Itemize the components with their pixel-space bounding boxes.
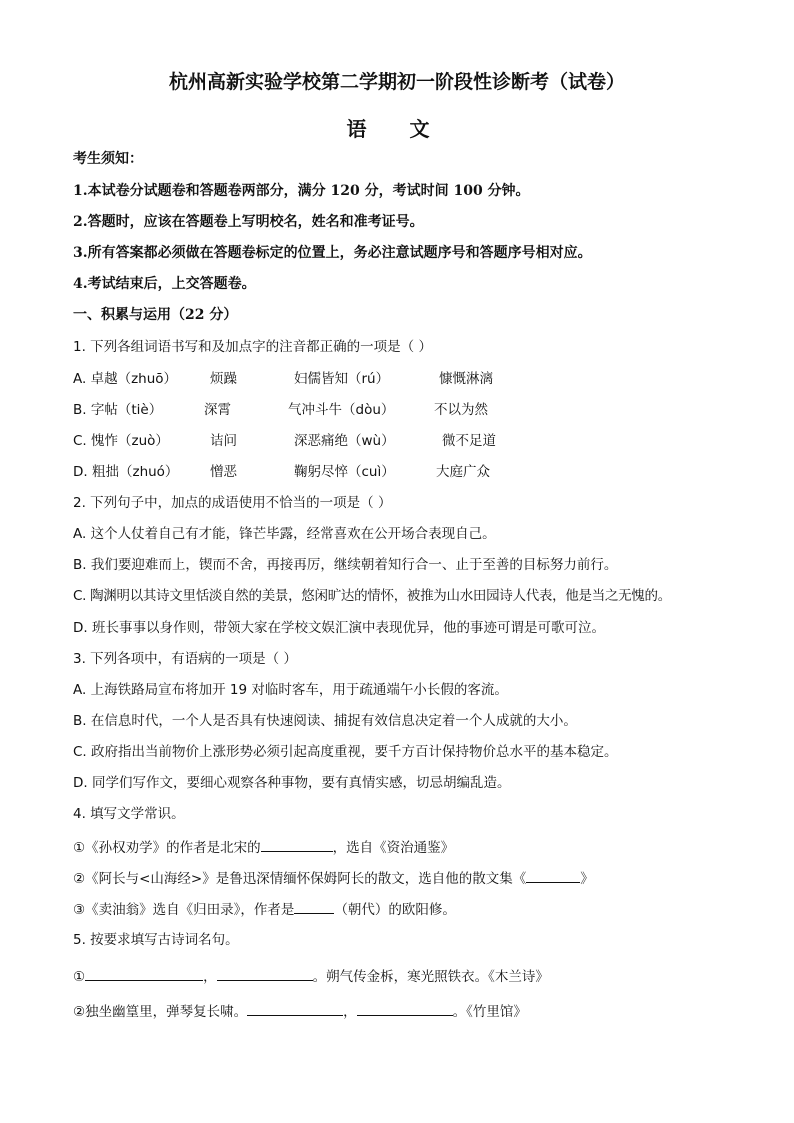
fill-line: ③《卖油翁》选自《归田录》，作者是 （朝代）的欧阳修。 — [73, 899, 456, 919]
option-cell: D. 粗拙（zhuó） — [73, 464, 179, 480]
fill-line: ②《阿长与<山海经>》是鲁迅深情缅怀保姆阿长的散文，选自他的散文集《 》 — [73, 868, 594, 888]
option-cell: 大庭广众 — [436, 464, 490, 480]
question-stem: 3. 下列各项中，有语病的一项是（ ） — [73, 651, 297, 667]
question-stem: 2. 下列句子中，加点的成语使用不恰当的一项是（ ） — [73, 495, 392, 511]
fill-line: ①《孙权劝学》的作者是北宋的 ，选自《资治通鉴》 — [73, 837, 454, 857]
question-stem: 5. 按要求填写古诗词名句。 — [73, 932, 239, 948]
notice-item: 1.本试卷分试题卷和答题卷两部分，满分 120 分，考试时间 100 分钟。 — [73, 183, 530, 199]
question-stem: 4. 填写文学常识。 — [73, 806, 185, 822]
notice-item: 3.所有答案都必须做在答题卷标定的位置上，务必注意试题序号和答题序号相对应。 — [73, 245, 592, 261]
fill-line: ① ， 。朔气传金柝，寒光照铁衣。《木兰诗》 — [73, 966, 549, 986]
option-cell: 深恶痛绝（wù） — [294, 433, 395, 449]
option-cell: 深霄 — [204, 402, 231, 418]
option-line: D. 班长事事以身作则，带领大家在学校文娱汇演中表现优异，他的事迹可谓是可歌可泣。 — [73, 620, 605, 636]
notice-heading: 考生须知： — [73, 151, 143, 167]
answer-blank[interactable] — [247, 1001, 343, 1016]
fill-line: ②独坐幽篁里，弹琴复长啸。 ， 。《竹里馆》 — [73, 1001, 527, 1021]
option-line: C. 陶渊明以其诗文里恬淡自然的美景，悠闲旷达的情怀，被推为山水田园诗人代表，他是当之无愧的。 — [73, 588, 671, 604]
option-cell: 气冲斗牛（dòu） — [288, 402, 395, 418]
option-cell: 妇儒皆知（rú） — [294, 371, 390, 387]
section-heading: 一、积累与运用（22 分） — [73, 307, 238, 323]
subject-title: 语 文 — [346, 117, 448, 141]
option-cell: 诘问 — [210, 433, 237, 449]
option-line: D. 同学们写作文，要细心观察各种事物，要有真情实感，切忌胡编乱造。 — [73, 775, 511, 791]
option-cell: C. 愧怍（zuò） — [73, 433, 169, 449]
option-cell: A. 卓越（zhuō） — [73, 371, 178, 387]
answer-blank[interactable] — [85, 966, 203, 981]
option-cell: 微不足道 — [442, 433, 496, 449]
option-line: B. 我们要迎难而上，锲而不舍，再接再厉，继续朝着知行合一、止于至善的目标努力前行。 — [73, 557, 618, 573]
answer-blank[interactable] — [217, 966, 313, 981]
option-line: A. 上海铁路局宣布将加开 19 对临时客车，用于疏通端午小长假的客流。 — [73, 682, 508, 698]
exam-title: 杭州高新实验学校第二学期初一阶段性诊断考（试卷） — [168, 71, 625, 93]
option-line: A. 这个人仗着自己有才能，锋芒毕露，经常喜欢在公开场合表现自己。 — [73, 526, 496, 542]
answer-blank[interactable] — [526, 868, 580, 883]
option-cell: 憎恶 — [210, 464, 237, 480]
option-cell: 不以为然 — [434, 402, 488, 418]
answer-blank[interactable] — [294, 899, 334, 914]
option-cell: 慷慨淋漓 — [439, 371, 493, 387]
option-line: C. 政府指出当前物价上涨形势必须引起高度重视，要千方百计保持物价总水平的基本稳定。 — [73, 744, 618, 760]
option-cell: 鞠躬尽悴（cuì） — [294, 464, 395, 480]
question-stem: 1. 下列各组词语书写和及加点字的注音都正确的一项是（ ） — [73, 339, 432, 355]
option-cell: 烦躁 — [210, 371, 237, 387]
notice-item: 2.答题时，应该在答题卷上写明校名，姓名和准考证号。 — [73, 214, 424, 230]
notice-item: 4.考试结束后，上交答题卷。 — [73, 276, 256, 292]
answer-blank[interactable] — [357, 1001, 453, 1016]
answer-blank[interactable] — [261, 837, 333, 852]
option-cell: B. 字帖（tiè） — [73, 402, 163, 418]
option-line: B. 在信息时代，一个人是否具有快速阅读、捕捉有效信息决定着一个人成就的大小。 — [73, 713, 577, 729]
